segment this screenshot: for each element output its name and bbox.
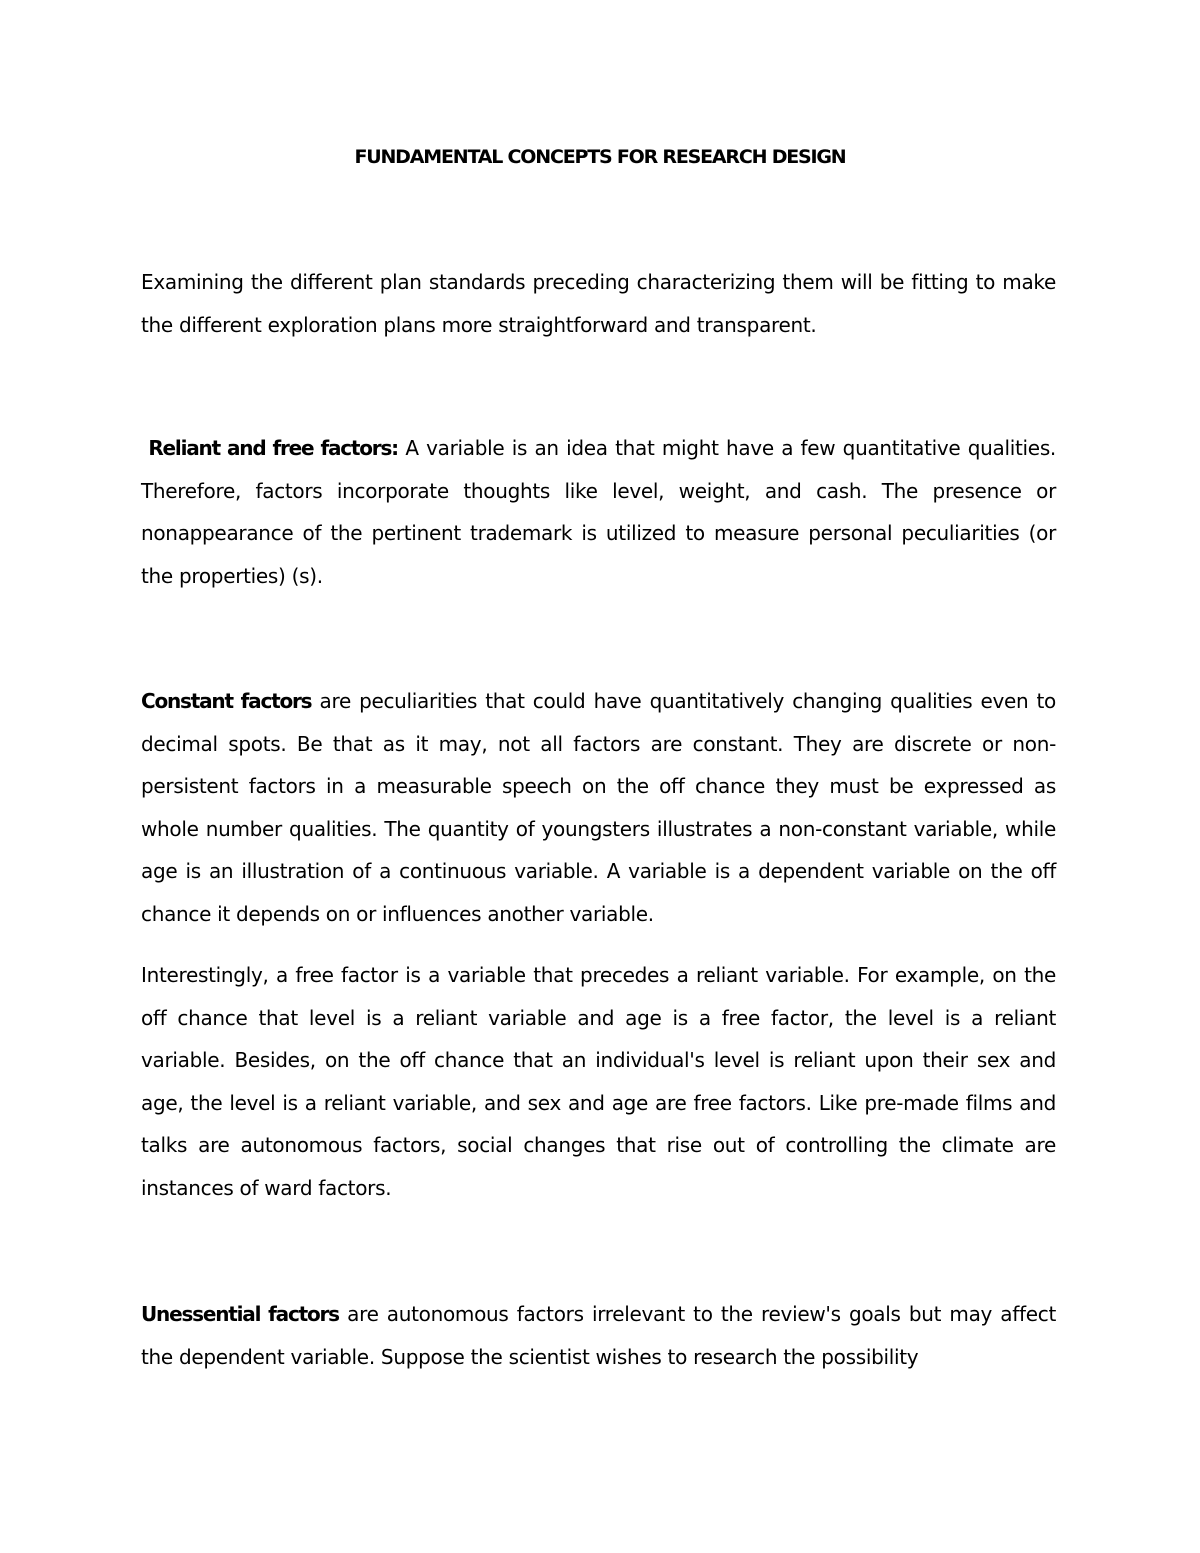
term-constant-factors: Constant factors [141,689,312,713]
paragraph-constant-body: are peculiarities that could have quantitatively changing qualities even to decimal spots. Be that as it may, not all factors are constant. They are discrete or non-persistent factors in a measurable speech on the off chance they must be expressed as whole number qualities. The quantity of youngsters illustrates a non-constant variable, while age is an illustration of a continuous variable. A variable is a dependent variable on the off chance it depends on or influences another variable. [141,689,1056,926]
document-title: FUNDAMENTAL CONCEPTS FOR RESEARCH DESIGN [354,146,846,168]
paragraph-constant-factors [141,680,1056,935]
paragraph-reliant-free-factors [141,427,1056,597]
paragraph-interestingly: Interestingly, a free factor is a variable that precedes a reliant variable. For example, on the off chance that level is a reliant variable and age is a free factor, the level is a reliant variable. Besides, on the off chance that an individual's level is reliant upon their sex and age, the level is a reliant variable, and sex and age are free factors. Like pre-made films and talks are autonomous factors, social changes that rise out of controlling the climate are instances of ward factors. [141,963,1056,1200]
paragraph-unessential-body: are autonomous factors irrelevant to the review's goals but may affect the dependent variable. Suppose the scientist wishes to research the possibility [141,1302,1056,1369]
paragraph-reliant-body: A variable is an idea that might have a few quantitative qualities. Therefore, factors incorporate thoughts like level, weight, and cash. The presence or nonappearance of the pertinent trademark is utilized to measure personal peculiarities (or the properties) (s). [141,436,1056,588]
paragraph-unessential-factors [141,1293,1056,1378]
term-reliant-free-factors: Reliant and free factors: [148,436,398,460]
term-unessential-factors: Unessential factors [141,1302,339,1326]
paragraph-intro: Examining the different plan standards preceding characterizing them will be fitting to make the different exploration plans more straightforward and transparent. [141,270,1056,337]
